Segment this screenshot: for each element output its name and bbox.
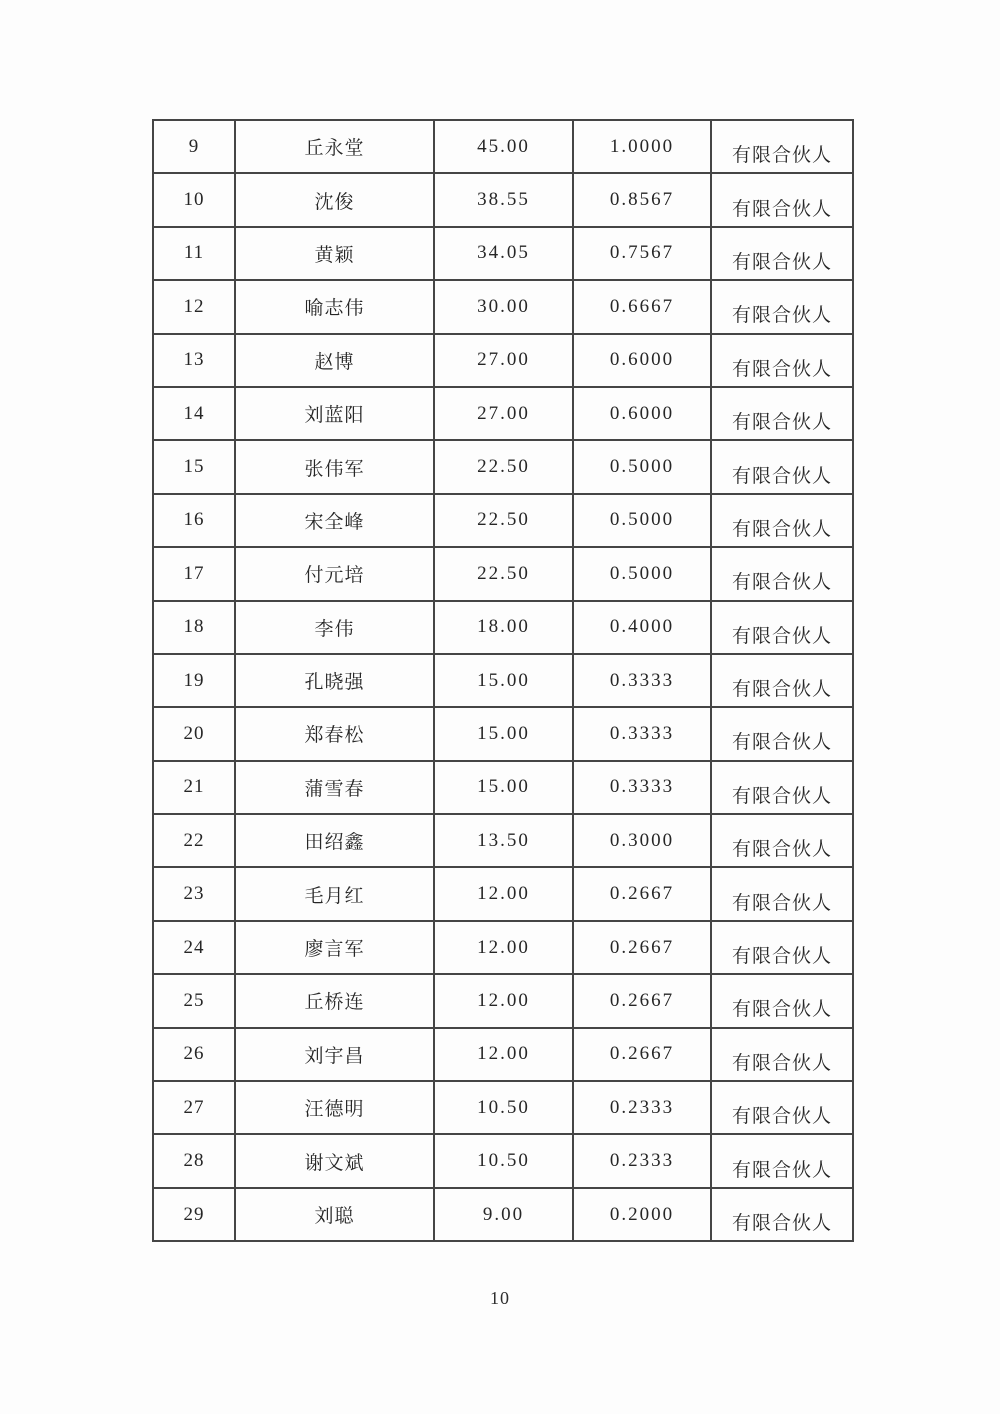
partner-type-label: 有限合伙人 (731, 358, 832, 380)
cell-ratio: 0.2667 (573, 1028, 711, 1081)
cell-ratio: 0.2667 (573, 974, 711, 1027)
partner-type-label: 有限合伙人 (731, 198, 832, 220)
cell-ratio: 0.3000 (573, 814, 711, 867)
cell-partner-name: 刘宇昌 (235, 1028, 434, 1081)
cell-partner-type (711, 280, 853, 333)
cell-sequence-number: 26 (153, 1028, 235, 1081)
partner-type-label: 有限合伙人 (731, 999, 832, 1021)
cell-ratio: 0.2333 (573, 1081, 711, 1134)
table-row (153, 1081, 853, 1134)
cell-partner-type (711, 761, 853, 814)
cell-sequence-number: 9 (153, 120, 235, 173)
cell-partner-type (711, 494, 853, 547)
table-row (153, 494, 853, 547)
partner-type-label: 有限合伙人 (731, 465, 832, 487)
cell-amount: 45.00 (434, 120, 573, 173)
cell-partner-name: 宋全峰 (235, 494, 434, 547)
cell-amount: 15.00 (434, 707, 573, 760)
partner-type-label: 有限合伙人 (731, 625, 832, 647)
partner-type-label: 有限合伙人 (731, 1213, 832, 1234)
cell-amount: 13.50 (434, 814, 573, 867)
cell-amount: 22.50 (434, 494, 573, 547)
cell-partner-name: 田绍鑫 (235, 814, 434, 867)
cell-ratio: 0.6000 (573, 387, 711, 440)
partners-table-body (153, 120, 853, 1241)
table-row (153, 547, 853, 600)
cell-amount: 10.50 (434, 1081, 573, 1134)
cell-partner-name: 张伟军 (235, 440, 434, 493)
partner-type-label: 有限合伙人 (731, 572, 832, 594)
cell-amount: 12.00 (434, 974, 573, 1027)
cell-sequence-number: 27 (153, 1081, 235, 1134)
cell-sequence-number: 28 (153, 1134, 235, 1187)
partner-type-label: 有限合伙人 (731, 412, 832, 434)
table-row (153, 867, 853, 920)
table-row (153, 974, 853, 1027)
cell-amount: 10.50 (434, 1134, 573, 1187)
cell-sequence-number: 17 (153, 547, 235, 600)
table-row (153, 1188, 853, 1241)
cell-partner-type (711, 1134, 853, 1187)
cell-amount: 22.50 (434, 547, 573, 600)
cell-partner-type (711, 440, 853, 493)
table-row (153, 1028, 853, 1081)
partner-type-label: 有限合伙人 (731, 679, 832, 701)
partner-type-label: 有限合伙人 (731, 1159, 832, 1181)
cell-partner-type (711, 173, 853, 226)
cell-partner-type (711, 547, 853, 600)
cell-sequence-number: 10 (153, 173, 235, 226)
cell-amount: 30.00 (434, 280, 573, 333)
cell-ratio: 0.4000 (573, 601, 711, 654)
partner-type-label: 有限合伙人 (731, 892, 832, 914)
cell-amount: 38.55 (434, 173, 573, 226)
partner-type-label: 有限合伙人 (731, 518, 832, 540)
cell-amount: 27.00 (434, 334, 573, 387)
partner-type-label: 有限合伙人 (731, 732, 832, 754)
partner-type-label: 有限合伙人 (731, 839, 832, 861)
cell-partner-name: 郑春松 (235, 707, 434, 760)
cell-partner-name: 付元培 (235, 547, 434, 600)
cell-amount: 12.00 (434, 1028, 573, 1081)
cell-partner-type (711, 654, 853, 707)
table-row (153, 280, 853, 333)
cell-partner-name: 蒲雪春 (235, 761, 434, 814)
table-row (153, 387, 853, 440)
cell-amount: 9.00 (434, 1188, 573, 1241)
cell-partner-name: 刘蓝阳 (235, 387, 434, 440)
cell-partner-type (711, 601, 853, 654)
cell-partner-type (711, 921, 853, 974)
cell-sequence-number: 23 (153, 867, 235, 920)
partner-type-label: 有限合伙人 (731, 251, 832, 273)
cell-partner-name: 喻志伟 (235, 280, 434, 333)
cell-sequence-number: 25 (153, 974, 235, 1027)
cell-ratio: 0.2667 (573, 921, 711, 974)
cell-amount: 15.00 (434, 654, 573, 707)
cell-amount: 34.05 (434, 227, 573, 280)
cell-sequence-number: 29 (153, 1188, 235, 1241)
cell-partner-name: 廖言军 (235, 921, 434, 974)
cell-partner-name: 李伟 (235, 601, 434, 654)
cell-partner-name: 黄颖 (235, 227, 434, 280)
table-row (153, 1134, 853, 1187)
partner-type-label: 有限合伙人 (731, 946, 832, 968)
cell-partner-name: 赵博 (235, 334, 434, 387)
cell-amount: 15.00 (434, 761, 573, 814)
cell-partner-type (711, 387, 853, 440)
cell-ratio: 0.5000 (573, 547, 711, 600)
cell-ratio: 0.2333 (573, 1134, 711, 1187)
cell-ratio: 0.8567 (573, 173, 711, 226)
cell-amount: 12.00 (434, 921, 573, 974)
cell-partner-name: 丘桥连 (235, 974, 434, 1027)
table-row (153, 601, 853, 654)
cell-sequence-number: 18 (153, 601, 235, 654)
cell-sequence-number: 11 (153, 227, 235, 280)
cell-ratio: 1.0000 (573, 120, 711, 173)
cell-sequence-number: 21 (153, 761, 235, 814)
cell-partner-name: 孔晓强 (235, 654, 434, 707)
cell-partner-name: 丘永堂 (235, 120, 434, 173)
cell-partner-name: 谢文斌 (235, 1134, 434, 1187)
partners-table (152, 119, 854, 1242)
table-row (153, 707, 853, 760)
cell-sequence-number: 19 (153, 654, 235, 707)
cell-partner-type (711, 227, 853, 280)
table-row (153, 654, 853, 707)
cell-ratio: 0.7567 (573, 227, 711, 280)
table-row (153, 227, 853, 280)
table-row (153, 761, 853, 814)
table-row (153, 173, 853, 226)
cell-ratio: 0.2000 (573, 1188, 711, 1241)
cell-partner-type (711, 1081, 853, 1134)
cell-ratio: 0.6667 (573, 280, 711, 333)
cell-partner-name: 刘聪 (235, 1188, 434, 1241)
page-number: 10 (490, 1288, 510, 1308)
cell-amount: 12.00 (434, 867, 573, 920)
partner-type-label: 有限合伙人 (731, 305, 832, 327)
cell-sequence-number: 20 (153, 707, 235, 760)
cell-partner-type (711, 707, 853, 760)
cell-sequence-number: 14 (153, 387, 235, 440)
cell-sequence-number: 15 (153, 440, 235, 493)
partner-type-label: 有限合伙人 (731, 785, 832, 807)
cell-partner-type (711, 1028, 853, 1081)
cell-partner-name: 汪德明 (235, 1081, 434, 1134)
cell-amount: 22.50 (434, 440, 573, 493)
cell-sequence-number: 13 (153, 334, 235, 387)
partner-type-label: 有限合伙人 (731, 1052, 832, 1074)
table-row (153, 334, 853, 387)
cell-partner-type (711, 1188, 853, 1241)
cell-ratio: 0.3333 (573, 654, 711, 707)
cell-ratio: 0.3333 (573, 707, 711, 760)
cell-partner-type (711, 120, 853, 173)
cell-sequence-number: 24 (153, 921, 235, 974)
cell-sequence-number: 22 (153, 814, 235, 867)
cell-ratio: 0.2667 (573, 867, 711, 920)
cell-partner-name: 毛月红 (235, 867, 434, 920)
partner-type-label: 有限合伙人 (731, 1106, 832, 1128)
cell-partner-type (711, 867, 853, 920)
cell-sequence-number: 12 (153, 280, 235, 333)
cell-amount: 27.00 (434, 387, 573, 440)
cell-partner-type (711, 334, 853, 387)
table-row (153, 440, 853, 493)
cell-partner-type (711, 814, 853, 867)
cell-partner-name: 沈俊 (235, 173, 434, 226)
cell-partner-type (711, 974, 853, 1027)
table-row (153, 814, 853, 867)
partner-type-label: 有限合伙人 (731, 145, 832, 167)
cell-ratio: 0.5000 (573, 494, 711, 547)
cell-ratio: 0.3333 (573, 761, 711, 814)
table-row (153, 120, 853, 173)
cell-ratio: 0.5000 (573, 440, 711, 493)
cell-ratio: 0.6000 (573, 334, 711, 387)
table-row (153, 921, 853, 974)
cell-amount: 18.00 (434, 601, 573, 654)
cell-sequence-number: 16 (153, 494, 235, 547)
